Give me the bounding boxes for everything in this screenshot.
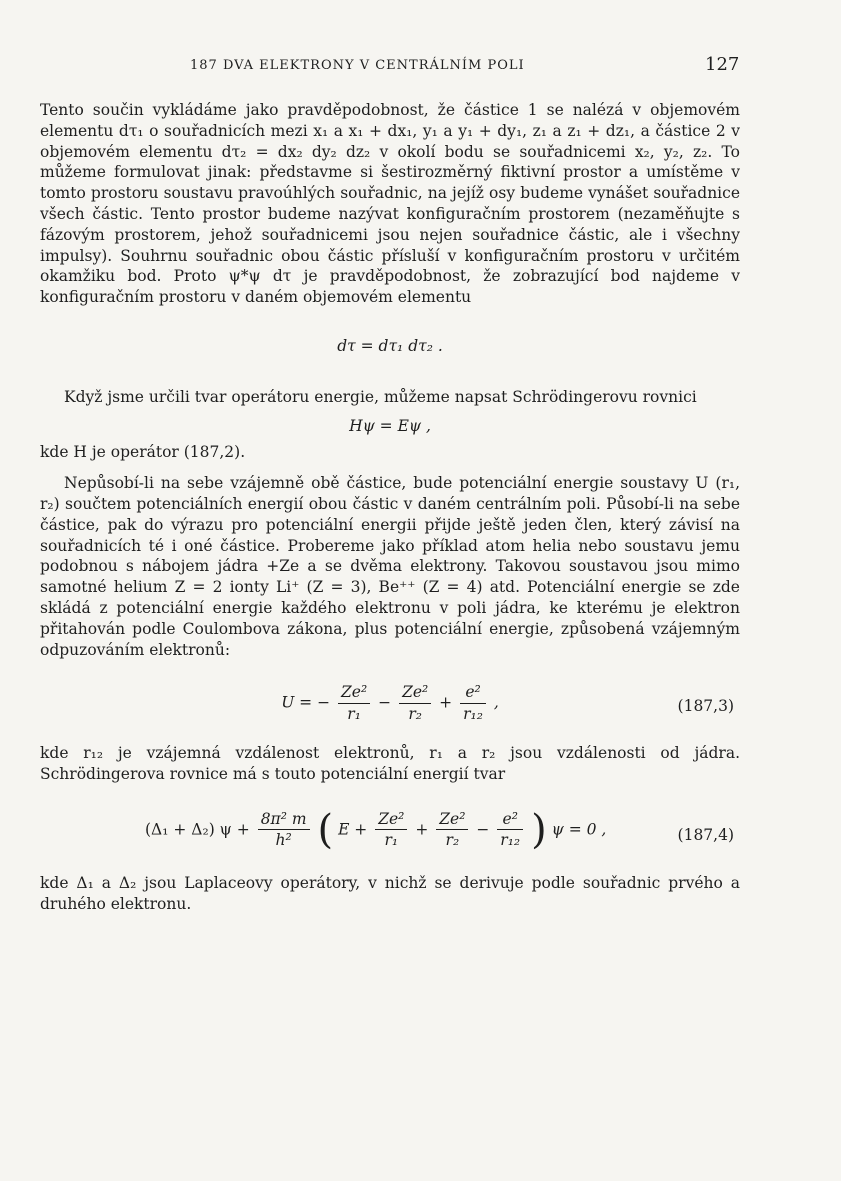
eq3-f1-num: Ze² xyxy=(338,682,370,704)
eq3-plus: + xyxy=(439,693,453,712)
equation-schrodinger-text: Hψ = Eψ , xyxy=(349,416,431,435)
eq4-f4-den: r₁₂ xyxy=(500,831,521,850)
eq4-f4-num: e² xyxy=(497,809,523,831)
eq4-fraction-1 xyxy=(258,809,310,852)
eq3-comma: , xyxy=(493,693,499,712)
eq3-minus: − xyxy=(378,693,392,712)
running-header xyxy=(190,54,750,75)
paragraph-6: kde Δ₁ a Δ₂ jsou Laplaceovy operátory, v nichž se derivuje podle souřadnic prvého a druhého elektronu. xyxy=(40,874,740,913)
eq4-f2-num: Ze² xyxy=(375,809,407,831)
equation-dtau xyxy=(40,336,740,357)
paragraph-5: kde r₁₂ je vzájemná vzdálenost elektronů, r₁ a r₂ jsou vzdálenosti od jádra. Schrödingerova rovnice má s touto potenciální energií tvar xyxy=(40,743,740,783)
page-number: 127 xyxy=(705,54,740,75)
eq3-f2-den: r₂ xyxy=(408,705,422,724)
paragraph-4: Nepůsobí-li na sebe vzájemně obě částice, bude potenciální energie soustavy U (r₁, r₂) součtem potenciálních energií obou částic v daném centrálním poli. Působí-li na sebe částice, pak do výrazu pro potenciální energii přijde ještě jeden člen, který závisí na souřadnicích té i oné částice. Probereme jako příklad atom helia nebo soustavu jemu podobnou s nábojem jádra +Ze a se dvěma elektrony. Takovou soustavou jsou mimo samotné helium Z = 2 ionty Li⁺ (Z = 3), Be⁺⁺ (Z = 4) atd. Potenciální energie se zde skládá z potenciální energie každého elektronu v poli jádra, ke kterému je elektron přitahován podle Coulombova zákona, plus potenciální energie, způsobená vzájemným odpuzováním elektronů: xyxy=(40,474,740,659)
eq4-fraction-2 xyxy=(375,809,407,852)
equation-187-4 xyxy=(40,806,740,853)
eq4-part-d: − xyxy=(476,819,490,838)
eq4-part-a: (Δ₁ + Δ₂) ψ + xyxy=(145,819,250,838)
eq4-part-c: + xyxy=(415,819,429,838)
eq4-fraction-4 xyxy=(497,809,523,852)
eq3-f3-num: e² xyxy=(460,682,486,704)
eq4-f1-den: h² xyxy=(275,831,292,850)
eq4-fraction-3 xyxy=(436,809,468,852)
eq3-fraction-2 xyxy=(399,682,431,725)
eq4-f1-num: 8π² m xyxy=(258,809,310,831)
eq4-f2-den: r₁ xyxy=(384,831,399,850)
paragraph-1: Tento součin vykládáme jako pravděpodobnost, že částice 1 se nalézá v objemovém elementu dτ₁ o souřadnicích mezi x₁ a x₁ + dx₁, y₁ a y₁ + dy₁, z₁ a z₁ + dz₁, a částice 2 v objemovém elementu dτ₂ = dx₂ dy₂ dz₂ v okolí bodu se souřadnicemi x₂, y₂, z₂. To můžeme formulovat jinak: představme si šestirozměrný fiktivní prostor a umístěme v tomto prostoru soustavu pravoúhlých souřadnic, na jejíž osy budeme vynášet souřadnice všech částic. Tento prostor budeme nazývat konfiguračním prostorem (nezaměňujte s fázovým prostorem, jehož souřadnicemi jsou nejen souřadnice částic, ale i všechny impulsy). Souhrnu souřadnic obou částic přísluší v konfiguračním prostoru v určitém okamžiku bod. Proto ψ*ψ dτ je pravděpodobnost, že zobrazující bod najdeme v konfiguračním prostoru v daném objemovém elementu xyxy=(40,101,740,307)
eq3-f3-den: r₁₂ xyxy=(463,705,483,724)
equation-dtau-text: dτ = dτ₁ dτ₂ . xyxy=(337,336,443,355)
paragraph-2: Když jsme určili tvar operátoru energie, můžeme napsat Schrödingerovu rovnici xyxy=(64,387,697,406)
equation-number-187-4: (187,4) xyxy=(677,825,734,844)
body-text xyxy=(40,100,740,915)
running-title: 187 DVA ELEKTRONY V CENTRÁLNÍM POLI xyxy=(190,58,525,73)
eq4-f3-num: Ze² xyxy=(436,809,468,831)
eq4-close-paren: ) xyxy=(531,806,547,853)
eq4-f3-den: r₂ xyxy=(445,831,460,850)
equation-187-3 xyxy=(40,682,740,725)
eq4-part-b: E + xyxy=(338,819,368,838)
eq3-lhs: U = − xyxy=(281,693,331,712)
eq3-fraction-1 xyxy=(338,682,370,725)
eq3-f1-den: r₁ xyxy=(347,705,361,724)
equation-schrodinger xyxy=(40,416,740,437)
eq3-fraction-3 xyxy=(460,682,486,725)
eq4-part-e: ψ = 0 , xyxy=(551,819,607,838)
equation-number-187-3: (187,3) xyxy=(677,697,734,716)
eq4-open-paren: ( xyxy=(317,806,334,853)
paragraph-3: kde H je operátor (187,2). xyxy=(40,443,246,462)
eq3-f2-num: Ze² xyxy=(399,682,431,704)
